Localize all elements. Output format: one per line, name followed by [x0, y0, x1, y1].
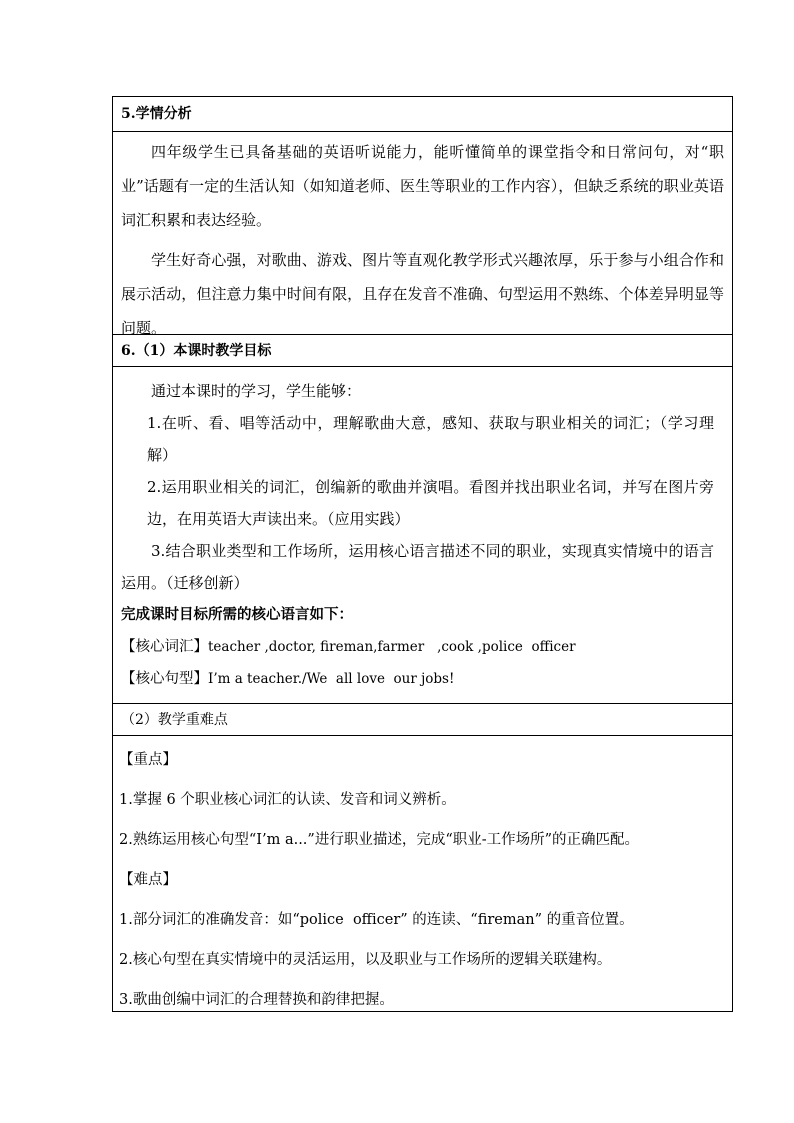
core-vocab-line — [121, 631, 724, 663]
key-point-2: 2.熟练运用核心句型“I’m a...”进行职业描述，完成“职业-工作场所”的正确匹配。 — [119, 832, 640, 848]
difficulty-label: 【难点】 — [119, 872, 177, 888]
section5-heading-row — [113, 97, 732, 131]
core-vocab: teacher ,doctor, fireman,farmer ,cook ,police officer — [208, 639, 576, 655]
section5-heading: 5.学情分析 — [121, 106, 192, 122]
section6-heading: 6.（1）本课时教学目标 — [121, 342, 272, 359]
key-difficulty-heading-row — [113, 703, 732, 735]
difficulty-2: 2.核心句型在真实情境中的灵活运用，以及职业与工作场所的逻辑关联建构。 — [119, 952, 612, 968]
difficulty-1: 1.部分词汇的准确发音：如“police officer” 的连读、“fireman” 的重音位置。 — [119, 912, 634, 928]
key-difficulty-content-row — [113, 735, 732, 1011]
goal-3: 3.结合职业类型和工作场所，运用核心语言描述不同的职业，实现真实情境中的语言运用。（迁移创新） — [121, 542, 714, 592]
section6-content-row — [113, 366, 732, 703]
section5-paragraph-2: 学生好奇心强，对歌曲、游戏、图片等直观化教学形式兴趣浓厚，乐于参与小组合作和展示活动，但注意力集中时间有限，且存在发音不准确、句型运用不熟练、个体差异明显等问题。 — [121, 251, 724, 337]
core-pattern-label: 【核心句型】 — [121, 671, 208, 687]
key-difficulty-heading: （2）教学重难点 — [121, 711, 228, 728]
section6-heading-row — [113, 334, 732, 366]
goals-intro: 通过本课时的学习，学生能够： — [151, 382, 362, 400]
core-pattern-line — [121, 663, 724, 695]
key-point-1: 1.掌握 6 个职业核心词汇的认读、发音和词义辨析。 — [119, 792, 456, 808]
goal-1: 1.在听、看、唱等活动中，理解歌曲大意，感知、获取与职业相关的词汇；（学习理解） — [147, 414, 714, 464]
core-vocab-label: 【核心词汇】 — [121, 639, 208, 655]
section5-paragraph-1: 四年级学生已具备基础的英语听说能力，能听懂简单的课堂指令和日常问句，对“职业”话题有一定的生活认知（如知道老师、医生等职业的工作内容），但缺乏系统的职业英语词汇积累和表达经验。 — [121, 143, 724, 229]
goal-2: 2.运用职业相关的词汇，创编新的歌曲并演唱。看图并找出职业名词，并写在图片旁边，在用英语大声读出来。（应用实践） — [147, 478, 714, 528]
core-pattern: I’m a teacher./We all love our jobs! — [208, 671, 455, 687]
lesson-plan-table — [112, 96, 733, 1012]
key-label: 【重点】 — [119, 752, 177, 768]
core-language-title: 完成课时目标所需的核心语言如下： — [121, 606, 353, 623]
difficulty-3: 3.歌曲创编中词汇的合理替换和韵律把握。 — [119, 992, 394, 1008]
section5-content-row — [113, 131, 732, 337]
